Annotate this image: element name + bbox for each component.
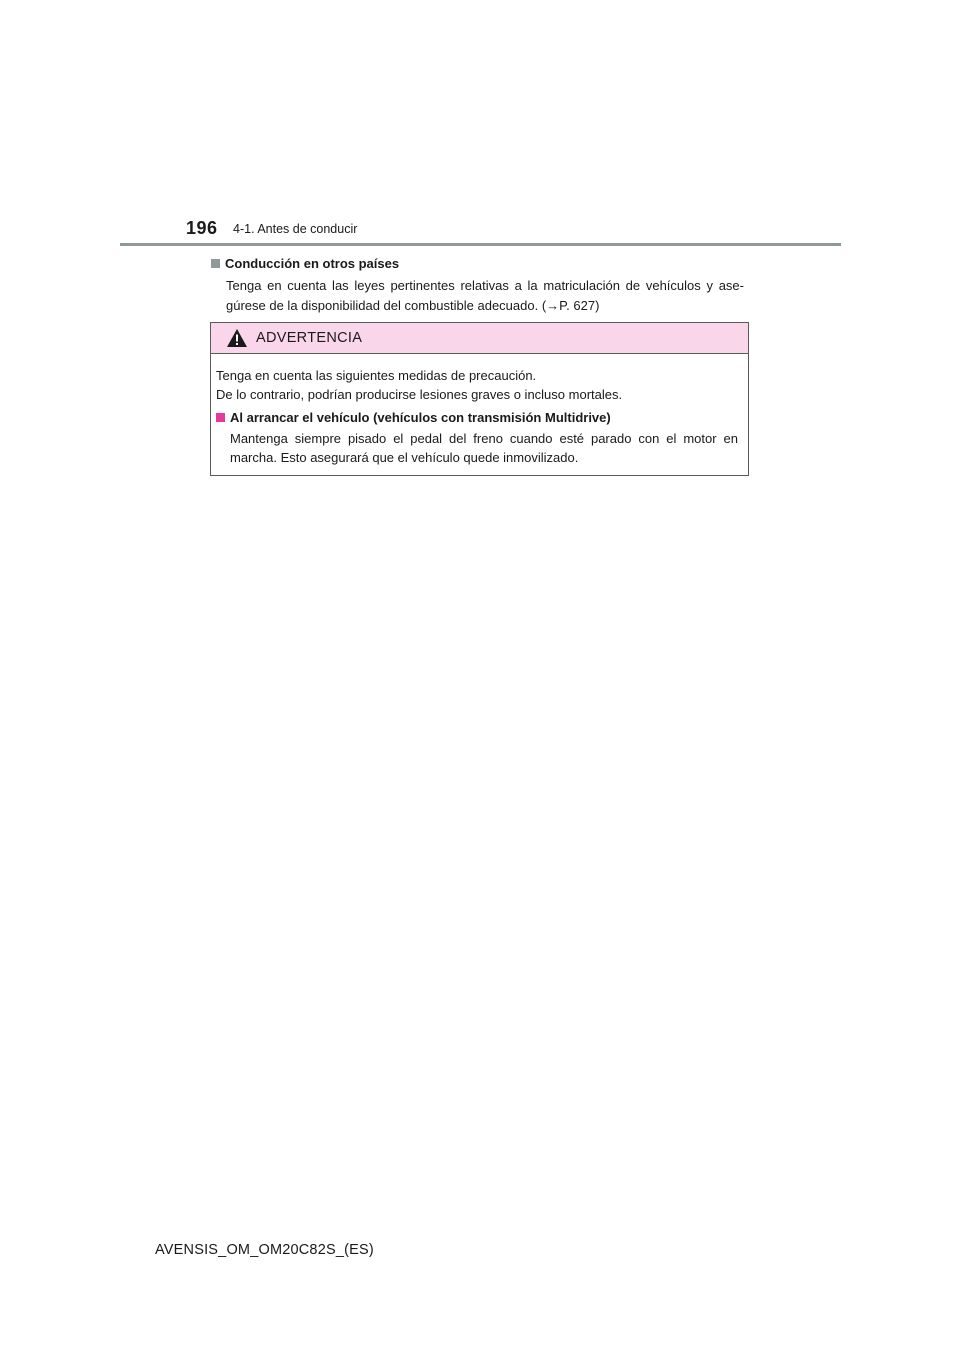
driving-abroad-paragraph: Tenga en cuenta las leyes pertinentes relativas a la matriculación de vehículos y ase-gúrese de la disponibilidad del combustible adecuado. (→P. 627) [226,278,744,313]
sub-heading-text: Conducción en otros países [225,256,400,271]
square-bullet-icon [211,259,220,268]
warning-triangle-icon [226,328,248,348]
page-number: 196 [186,218,218,238]
warning-body [211,354,748,467]
square-bullet-icon [216,413,225,422]
warning-label: ADVERTENCIA [256,330,363,346]
warning-line-1: Tenga en cuenta las siguientes medidas de precaución. [216,368,537,383]
warning-sub-paragraph: Mantenga siempre pisado el pedal del freno cuando esté parado con el motor en marcha. Esto asegurará que el vehículo quede inmovilizado. [230,431,738,465]
document-id: AVENSIS_OM_OM20C82S_(ES) [155,1242,374,1258]
section-title: 4-1. Antes de conducir [233,222,358,236]
warning-sub-heading [216,408,738,427]
warning-line-2: De lo contrario, podrían producirse lesiones graves o incluso mortales. [216,387,623,402]
header-rule [120,243,841,246]
warning-box [210,322,749,476]
warning-header [211,323,748,354]
warning-sub-heading-text: Al arrancar el vehículo (vehículos con transmisión Multidrive) [230,410,611,425]
sub-heading-driving-abroad [211,256,399,271]
